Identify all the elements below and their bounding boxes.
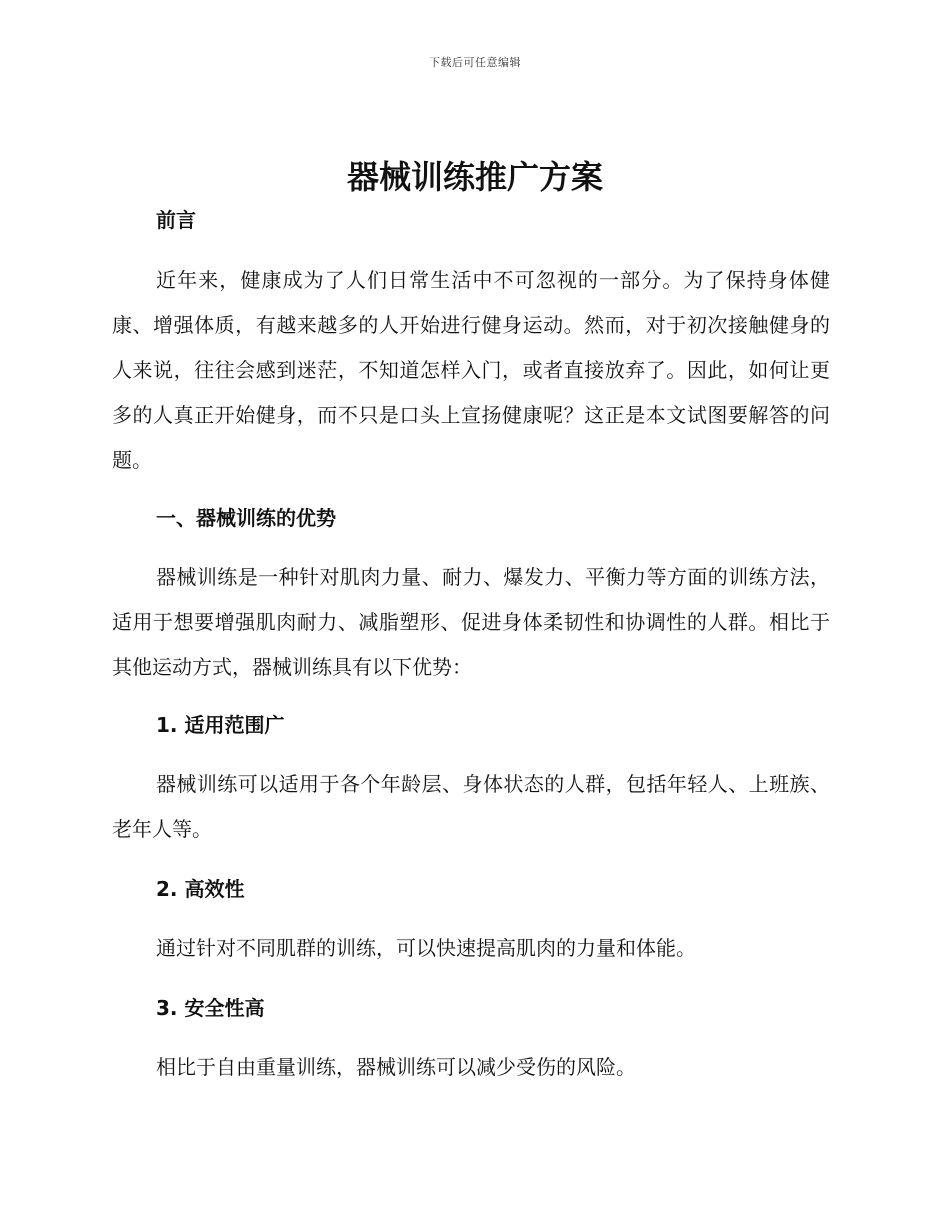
item-paragraph-2: 通过针对不同肌群的训练，可以快速提高肌肉的力量和体能。	[156, 936, 696, 960]
item-paragraph-3: 相比于自由重量训练，器械训练可以减少受伤的风险。	[156, 1055, 636, 1079]
preface-paragraph: 近年来，健康成为了人们日常生活中不可忽视的一部分。为了保持身体健康、增强体质，有越来越多的人开始进行健身运动。然而，对于初次接触健身的人来说，往往会感到迷茫，不知道怎样入门，或者直接放弃了。因此，如何让更多的人真正开始健身，而不只是口头上宣扬健康呢？这正是本文试图要解答的问题。	[112, 268, 830, 472]
preface-heading: 前言	[156, 208, 196, 232]
header-note: 下载后可任意编辑	[429, 56, 521, 69]
item-heading-1: 1. 适用范围广	[156, 713, 285, 737]
item-paragraph-1: 器械训练可以适用于各个年龄层、身体状态的人群，包括年轻人、上班族、老年人等。	[112, 772, 830, 841]
advantages-paragraph: 器械训练是一种针对肌肉力量、耐力、爆发力、平衡力等方面的训练方法，适用于想要增强肌肉耐力、减脂塑形、促进身体柔韧性和协调性的人群。相比于其他运动方式，器械训练具有以下优势：	[112, 565, 830, 679]
item-heading-2: 2. 高效性	[156, 877, 245, 901]
document-title: 器械训练推广方案	[346, 158, 603, 196]
section-heading-advantages: 一、器械训练的优势	[156, 506, 336, 530]
item-heading-3: 3. 安全性高	[156, 996, 265, 1020]
document-body	[112, 205, 830, 1090]
